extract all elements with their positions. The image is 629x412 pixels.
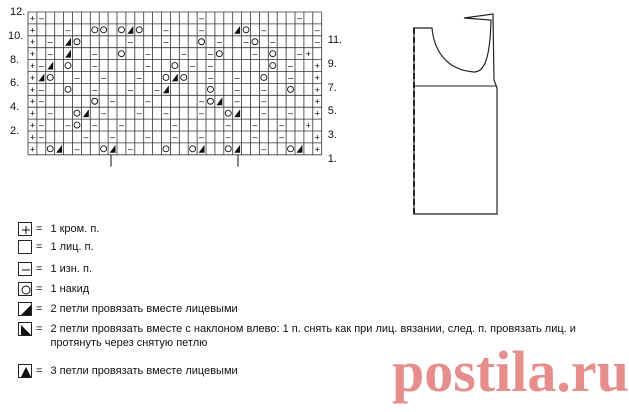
purl-mark: –	[252, 120, 258, 130]
row-number-right: 7.	[327, 81, 337, 94]
purl-mark: –	[199, 108, 205, 119]
purl-mark: –	[207, 72, 213, 83]
edge-stitch-mark: +	[314, 61, 320, 71]
purl-mark: –	[136, 72, 142, 83]
purl-mark: –	[181, 48, 187, 59]
row-number-right: 1.	[327, 152, 337, 165]
edge-stitch-mark: +	[305, 49, 311, 60]
purl-mark: –	[101, 108, 107, 119]
edge-stitch-mark: +	[29, 72, 36, 83]
purl-mark: –	[74, 72, 80, 83]
edge-stitch-mark: +	[29, 49, 36, 60]
purl-mark: –	[92, 60, 98, 71]
purl-mark: –	[207, 60, 213, 71]
edge-stitch-mark: +	[29, 37, 36, 48]
edge-stitch-mark: +	[29, 144, 36, 155]
left-tri-symbol-icon	[18, 322, 32, 336]
purl-mark: –	[38, 84, 44, 95]
purl-mark: –	[101, 72, 107, 83]
purl-mark: –	[279, 120, 285, 130]
purl-mark: –	[38, 12, 44, 23]
purl-mark: –	[216, 36, 222, 47]
edge-stitch-mark: +	[314, 84, 320, 95]
legend-text: 1 накид	[50, 283, 90, 295]
purl-mark: –	[118, 120, 124, 130]
purl-mark: –	[225, 131, 231, 142]
purl-mark: –	[252, 48, 258, 59]
purl-mark: –	[234, 96, 240, 107]
purl-mark: –	[145, 96, 151, 107]
purl-mark: –	[199, 12, 205, 23]
purl-mark: –	[47, 48, 53, 59]
row-number-left: 8.	[10, 53, 20, 66]
purl-mark: –	[225, 120, 231, 130]
edge-stitch-mark: +	[314, 132, 320, 143]
edge-stitch-mark: +	[29, 120, 36, 131]
edge-stitch-mark: +	[29, 96, 36, 107]
purl-mark: –	[136, 108, 142, 119]
purl-mark: –	[288, 72, 294, 83]
legend-item	[18, 262, 590, 280]
circle-symbol-icon	[18, 282, 32, 296]
purl-mark: –	[270, 36, 276, 47]
purl-mark: –	[127, 84, 133, 95]
edge-stitch-mark: +	[314, 108, 320, 119]
row-number-left: 6.	[10, 77, 20, 90]
triangle-symbol-icon	[18, 364, 32, 378]
purl-mark: –	[92, 120, 98, 130]
legend-equals: =	[36, 241, 43, 253]
edge-stitch-mark: +	[305, 120, 311, 131]
purl-mark: –	[163, 36, 169, 47]
purl-mark: –	[261, 96, 267, 107]
edge-stitch-mark: +	[314, 72, 320, 83]
vest-outline	[414, 14, 497, 214]
plus-symbol-icon	[18, 222, 32, 236]
edge-stitch-mark: +	[29, 25, 36, 36]
purl-mark: –	[279, 131, 285, 142]
edge-stitch-mark: +	[29, 84, 36, 95]
watermark: postila.ru	[392, 339, 629, 404]
purl-mark: –	[74, 143, 80, 154]
purl-mark: –	[92, 84, 98, 95]
purl-mark: –	[38, 60, 44, 71]
edge-stitch-mark: +	[29, 108, 36, 119]
purl-mark: –	[261, 143, 267, 154]
purl-mark: –	[199, 24, 205, 35]
legend-text: 1 кром. п.	[50, 223, 100, 235]
purl-mark: –	[190, 60, 196, 71]
legend-equals: =	[36, 365, 43, 377]
legend-equals: =	[36, 323, 43, 335]
purl-mark: –	[199, 96, 205, 107]
purl-mark: –	[234, 84, 240, 95]
purl-mark: –	[163, 108, 169, 119]
right-tri-symbol-icon	[18, 302, 32, 316]
purl-mark: –	[38, 120, 44, 130]
purl-mark: –	[145, 131, 151, 142]
edge-stitch-mark: +	[29, 61, 36, 71]
edge-stitch-mark: +	[29, 13, 36, 24]
purl-mark: –	[207, 48, 213, 59]
purl-mark: –	[154, 84, 160, 95]
purl-mark: –	[110, 131, 116, 142]
purl-mark: –	[47, 108, 53, 119]
legend-equals: =	[36, 263, 43, 275]
row-number-right: 3.	[327, 129, 337, 142]
edge-stitch-mark: +	[314, 96, 320, 107]
legend-item	[18, 282, 590, 300]
legend-text: 3 петли провязать вместе лицевыми	[50, 365, 238, 377]
purl-mark: –	[110, 96, 116, 107]
legend-text: 2 петли провязать вместе с наклоном влево: 1 п. снять как при лиц. вязании, след. п. провязать лиц. и протянуть через снятую петлю	[50, 323, 576, 349]
row-number-right: 11.	[327, 33, 343, 46]
legend-equals: =	[36, 283, 43, 295]
row-number-right: 5.	[327, 105, 337, 118]
purl-mark: –	[145, 60, 151, 71]
row-number-left: 4.	[10, 101, 20, 114]
purl-mark: –	[172, 131, 178, 142]
purl-mark: –	[296, 12, 302, 23]
purl-mark: –	[47, 36, 53, 47]
legend-equals: =	[36, 223, 43, 235]
purl-mark: –	[38, 131, 44, 142]
edge-stitch-mark: +	[314, 144, 320, 155]
purl-mark: –	[65, 24, 71, 35]
legend-text: 1 изн. п.	[50, 263, 92, 275]
row-number-right: 9.	[327, 57, 337, 70]
legend-text: 2 петли провязать вместе лицевыми	[50, 303, 238, 315]
purl-mark: –	[288, 60, 294, 71]
edge-stitch-mark: +	[29, 132, 36, 143]
purl-mark: –	[199, 131, 205, 142]
purl-mark: –	[288, 108, 294, 119]
purl-mark: –	[252, 131, 258, 142]
legend-equals: =	[36, 303, 43, 315]
row-number-left: 12.	[10, 6, 26, 18]
purl-mark: –	[314, 36, 320, 47]
legend-item	[18, 222, 590, 240]
purl-mark: –	[243, 36, 249, 47]
purl-mark: –	[38, 96, 44, 107]
purl-mark: –	[92, 48, 98, 59]
row-number-left: 2.	[10, 125, 20, 137]
minus-symbol-icon	[18, 262, 32, 276]
purl-mark: –	[163, 24, 169, 35]
purl-mark: –	[172, 120, 178, 130]
purl-mark: –	[234, 72, 240, 83]
purl-mark: –	[83, 131, 89, 142]
row-number-left: 10.	[8, 29, 24, 42]
purl-mark: –	[314, 24, 320, 35]
legend-text: 1 лиц. п.	[50, 241, 94, 253]
purl-mark: –	[261, 84, 267, 95]
purl-mark: –	[261, 24, 267, 35]
purl-mark: –	[127, 143, 133, 154]
purl-mark: –	[145, 48, 151, 59]
legend-item	[18, 302, 590, 320]
purl-mark: –	[261, 108, 267, 119]
purl-mark: –	[127, 36, 133, 47]
purl-mark: –	[296, 48, 302, 59]
purl-mark: –	[65, 120, 71, 130]
legend-item	[18, 240, 590, 258]
empty-symbol-icon	[18, 240, 32, 254]
